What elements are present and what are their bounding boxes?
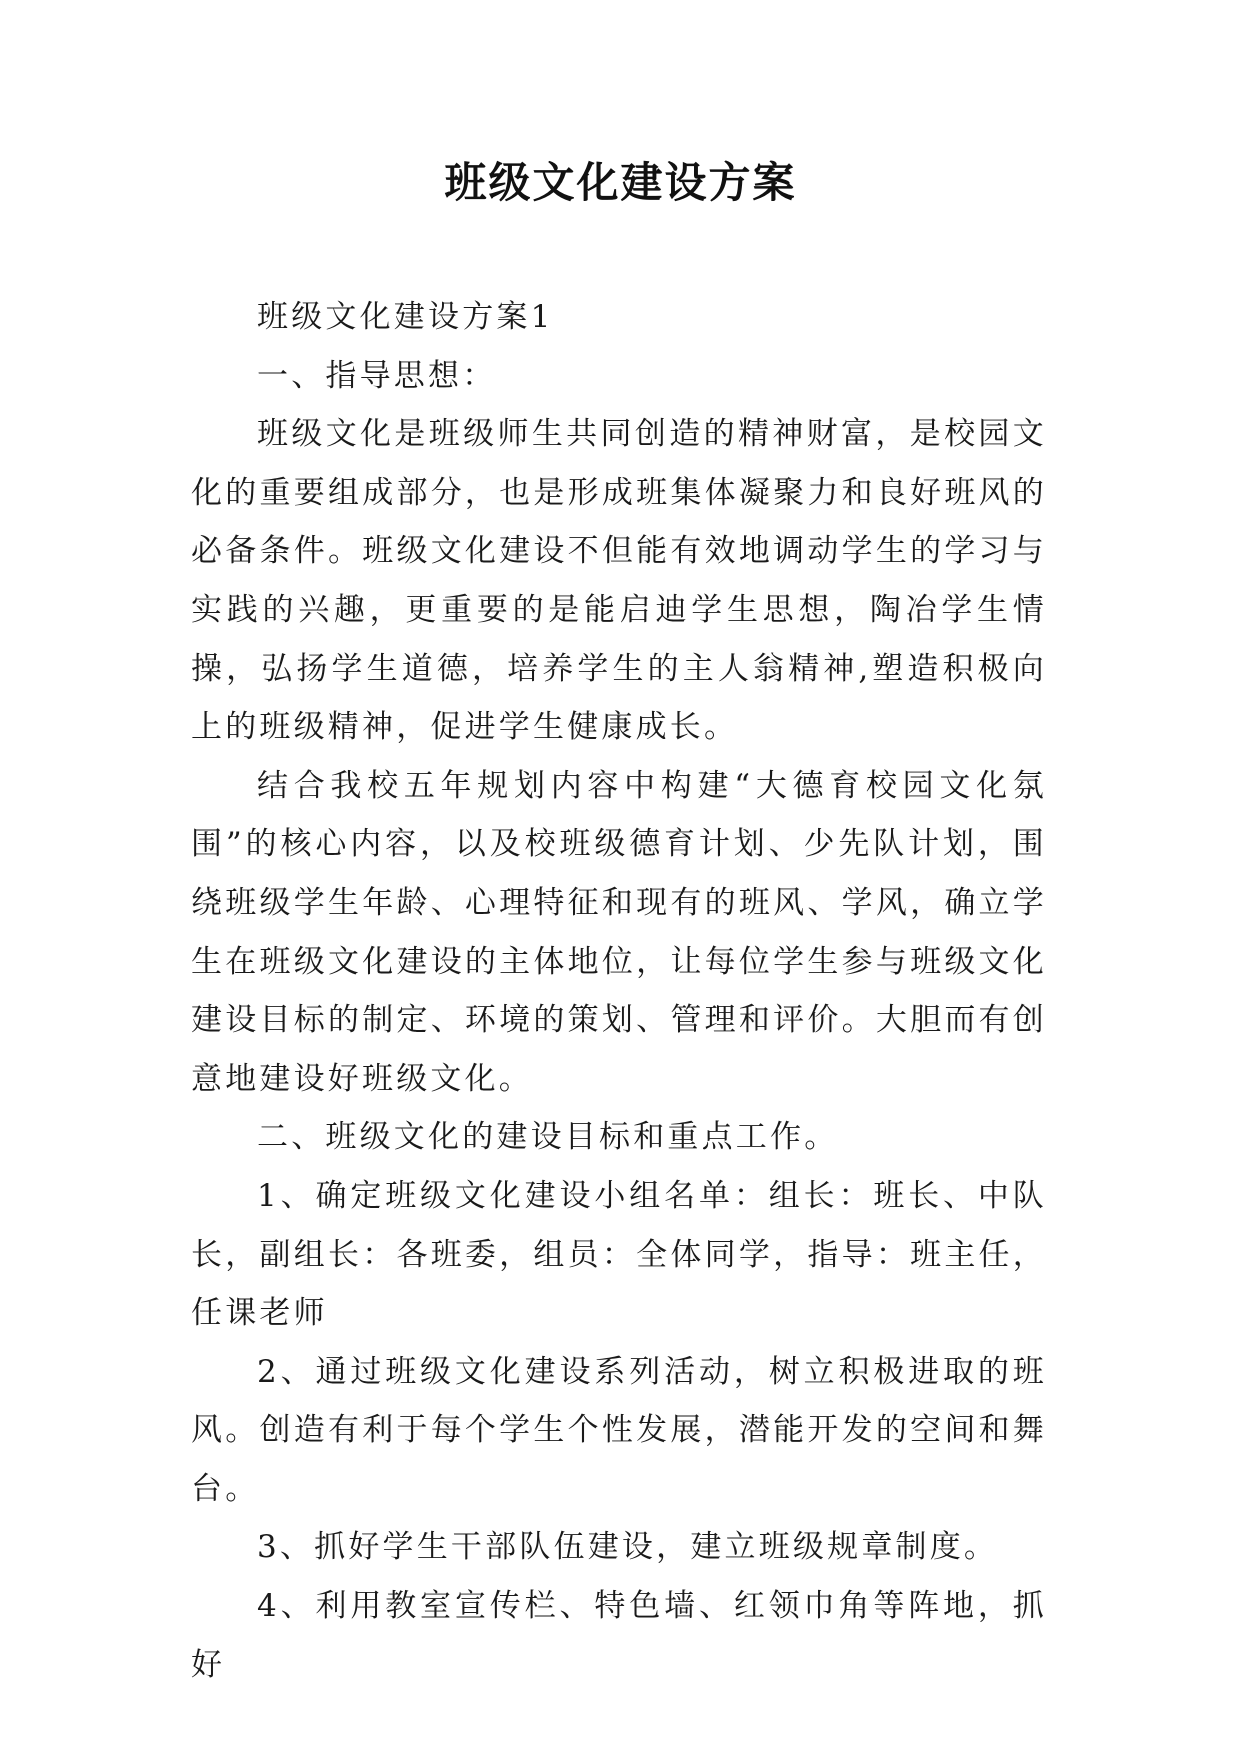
paragraph-school-plan: 结合我校五年规划内容中构建“大德育校园文化氛围”的核心内容，以及校班级德育计划、少先队计划，围绕班级学生年龄、心理特征和现有的班风、学风，确立学生在班级文化建设的主体地位，让每位学生参与班级文化建设目标的制定、环境的策划、管理和评价。大胆而有创意地建设好班级文化。: [191, 767, 1047, 1097]
list-item-2: 2、通过班级文化建设系列活动，树立积极进取的班风。创造有利于每个学生个性发展，潜能开发的空间和舞台。: [191, 1353, 1047, 1507]
list-item-3: 3、抓好学生干部队伍建设，建立班级规章制度。: [257, 1529, 999, 1566]
list-item-1: 1、确定班级文化建设小组名单：组长：班长、中队长，副组长：各班委，组员：全体同学，指导：班主任，任课老师: [191, 1177, 1047, 1332]
document-body: [191, 288, 1047, 1694]
subtitle-paragraph: 班级文化建设方案1: [257, 299, 554, 335]
section-heading-1: 一、指导思想：: [257, 357, 497, 394]
paragraph-guiding-thought: 班级文化是班级师生共同创造的精神财富，是校园文化的重要组成部分，也是形成班集体凝聚力和良好班风的必备条件。班级文化建设不但能有效地调动学生的学习与实践的兴趣，更重要的是能启迪学生思想，陶冶学生情操，弘扬学生道德，培养学生的主人翁精神,塑造积极向上的班级精神，促进学生健康成长。: [191, 416, 1047, 746]
list-item-4: 4、利用教室宣传栏、特色墙、红领巾角等阵地，抓好: [191, 1588, 1047, 1683]
document-title: 班级文化建设方案: [444, 158, 797, 207]
section-heading-2: 二、班级文化的建设目标和重点工作。: [257, 1119, 839, 1156]
